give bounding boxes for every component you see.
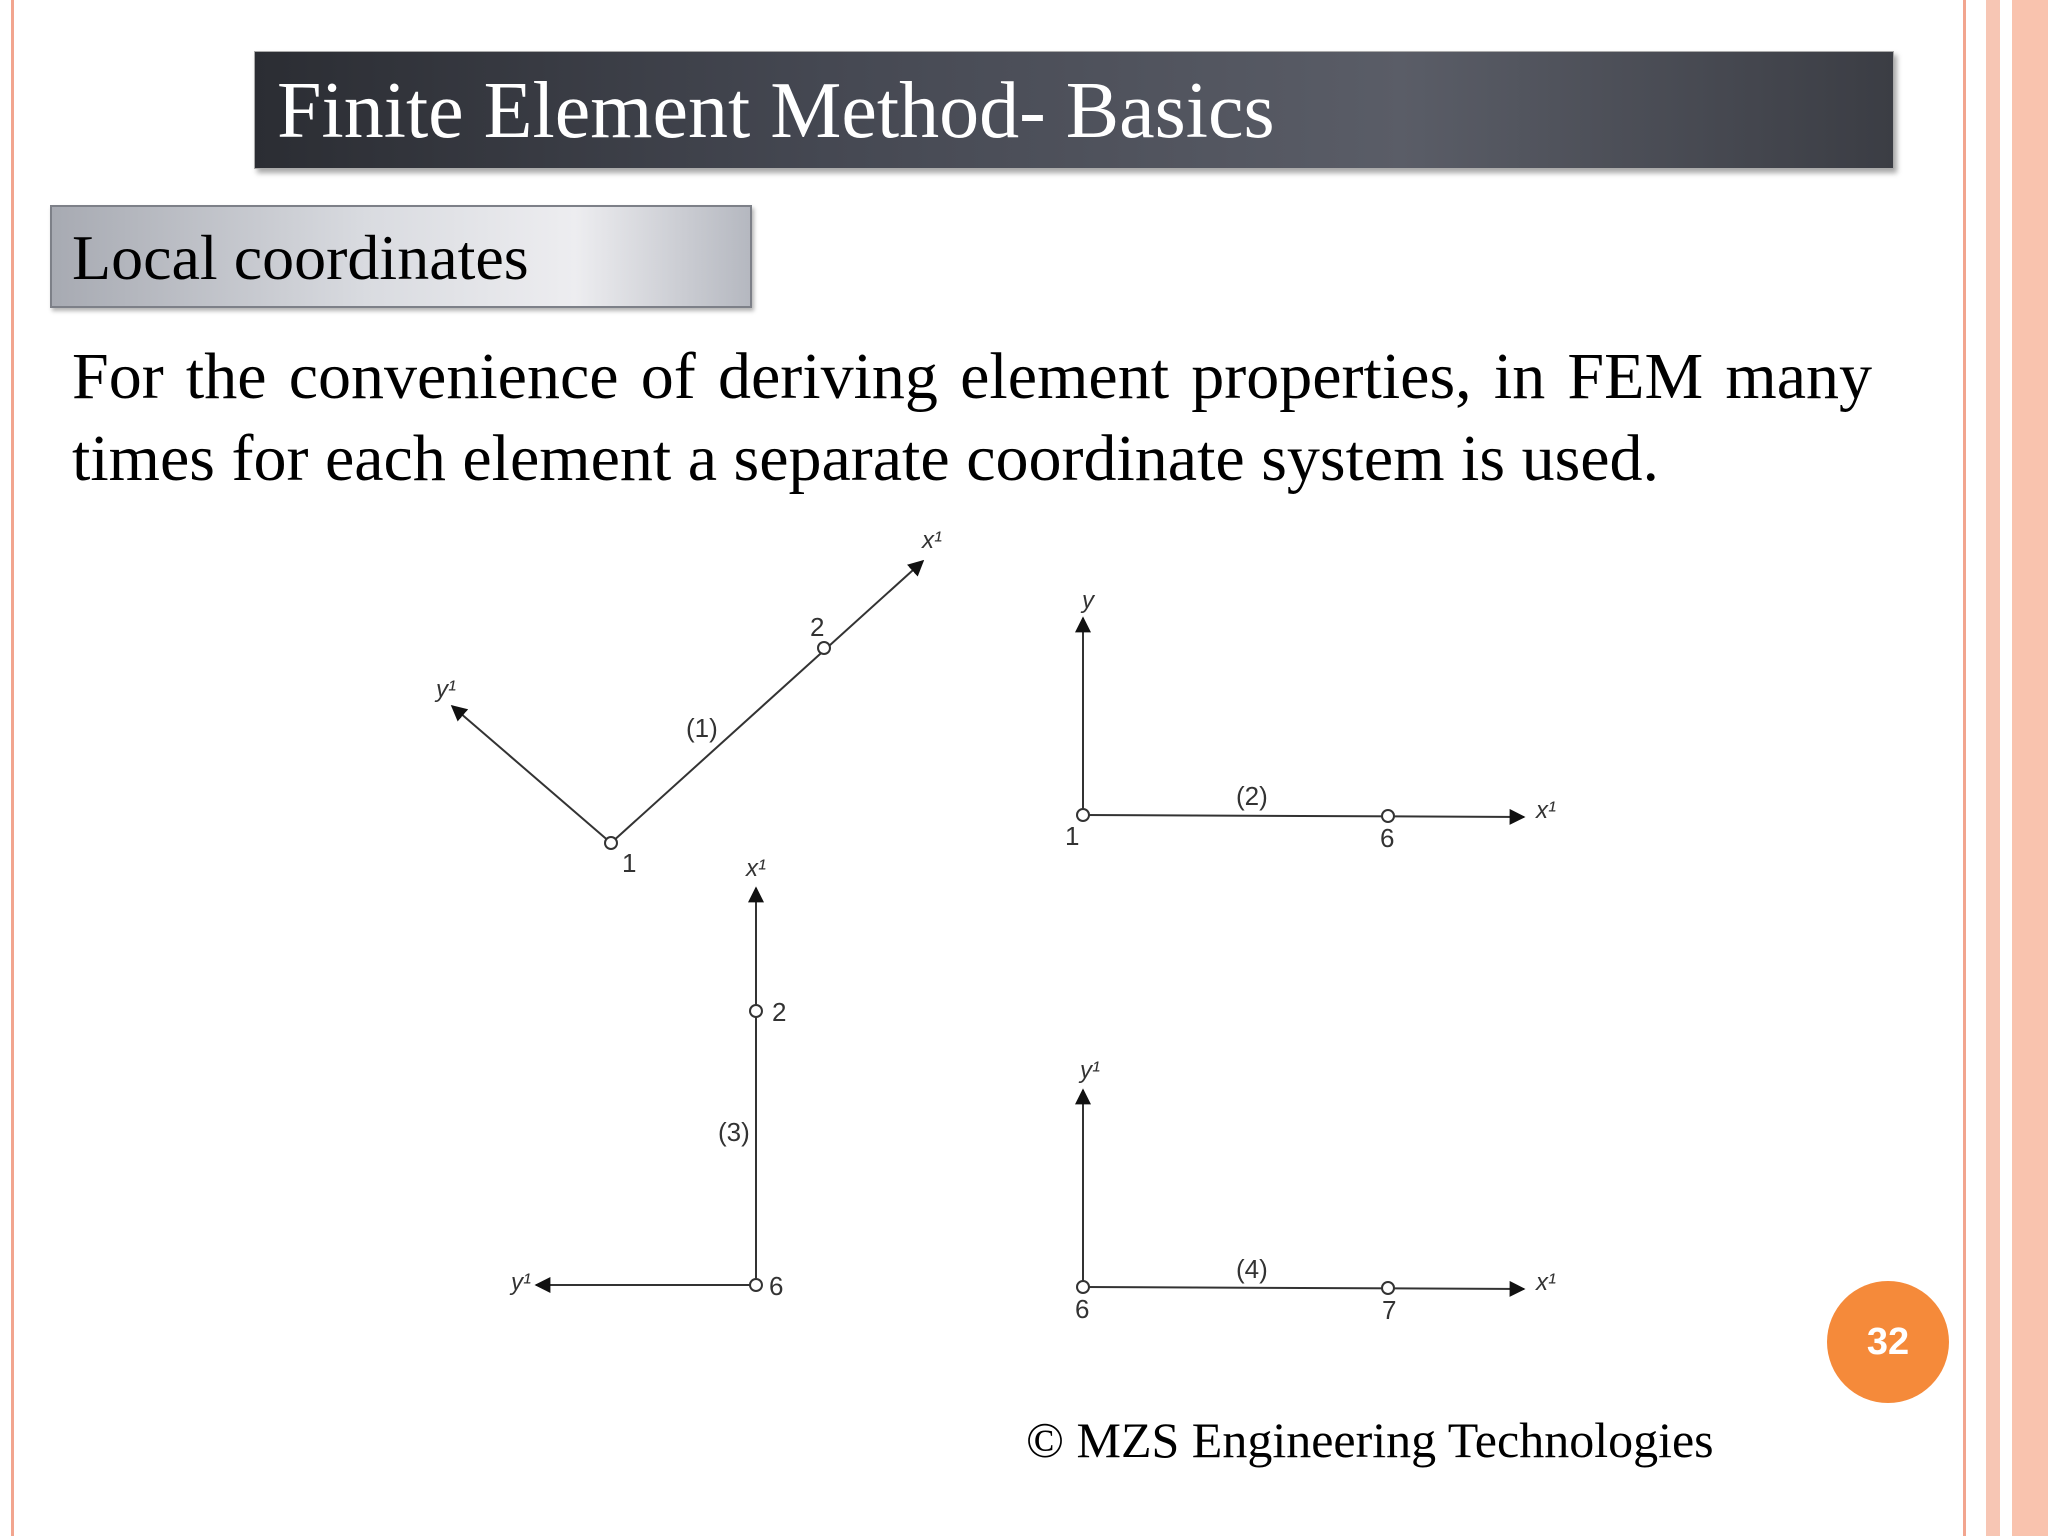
element-2-node-a-label: 1 <box>1065 821 1080 851</box>
element-3-label: (3) <box>718 1117 750 1147</box>
element-1-y-axis <box>452 706 611 843</box>
element-1-node-a-label: 1 <box>622 848 637 878</box>
footer-copyright: © MZS Engineering Technologies <box>1026 1412 1714 1468</box>
element-1-y-axis-label: y¹ <box>436 676 456 703</box>
element-2-node-a <box>1077 809 1089 821</box>
element-3-diagram <box>509 855 786 1301</box>
element-3-node-b-label: 2 <box>772 997 787 1027</box>
body-paragraph: For the convenience of deriving element properties, in FEM many times for each element a separate coordinate system is used. <box>72 340 1872 495</box>
page-number-badge: 32 <box>1827 1281 1949 1403</box>
element-1-node-a <box>605 837 617 849</box>
element-3-node-a <box>750 1279 762 1291</box>
element-1-node-b <box>818 642 830 654</box>
element-4-label: (4) <box>1236 1254 1268 1284</box>
element-4-node-a-label: 6 <box>1075 1294 1090 1324</box>
element-2-x-axis-label: x¹ <box>1536 797 1556 824</box>
element-4-x-axis <box>1083 1287 1524 1289</box>
element-3-y-axis-label: y¹ <box>511 1269 531 1296</box>
element-1-node-b-label: 2 <box>810 612 825 642</box>
element-4-node-b <box>1382 1282 1394 1294</box>
slide-title: Finite Element Method- Basics <box>277 67 1275 155</box>
element-1-label: (1) <box>686 713 718 743</box>
element-3-x-axis-label: x¹ <box>746 855 766 882</box>
element-4-node-b-label: 7 <box>1382 1295 1397 1325</box>
element-1-x-axis-label: x¹ <box>922 527 942 554</box>
element-4-y-axis-label: y¹ <box>1080 1057 1100 1084</box>
element-2-y-axis-label: y <box>1082 587 1094 614</box>
element-4-node-a <box>1077 1281 1089 1293</box>
element-2-x-axis <box>1083 815 1524 817</box>
element-3-node-a-label: 6 <box>769 1271 784 1301</box>
element-1-x-axis <box>611 561 923 843</box>
element-2-label: (2) <box>1236 781 1268 811</box>
element-1-diagram <box>434 527 942 878</box>
element-2-node-b-label: 6 <box>1380 823 1395 853</box>
section-heading: Local coordinates <box>72 222 529 293</box>
element-2-node-b <box>1382 810 1394 822</box>
element-3-node-b <box>750 1005 762 1017</box>
element-4-x-axis-label: x¹ <box>1536 1269 1556 1296</box>
element-2-diagram <box>1065 587 1556 853</box>
element-4-diagram <box>1075 1057 1556 1325</box>
